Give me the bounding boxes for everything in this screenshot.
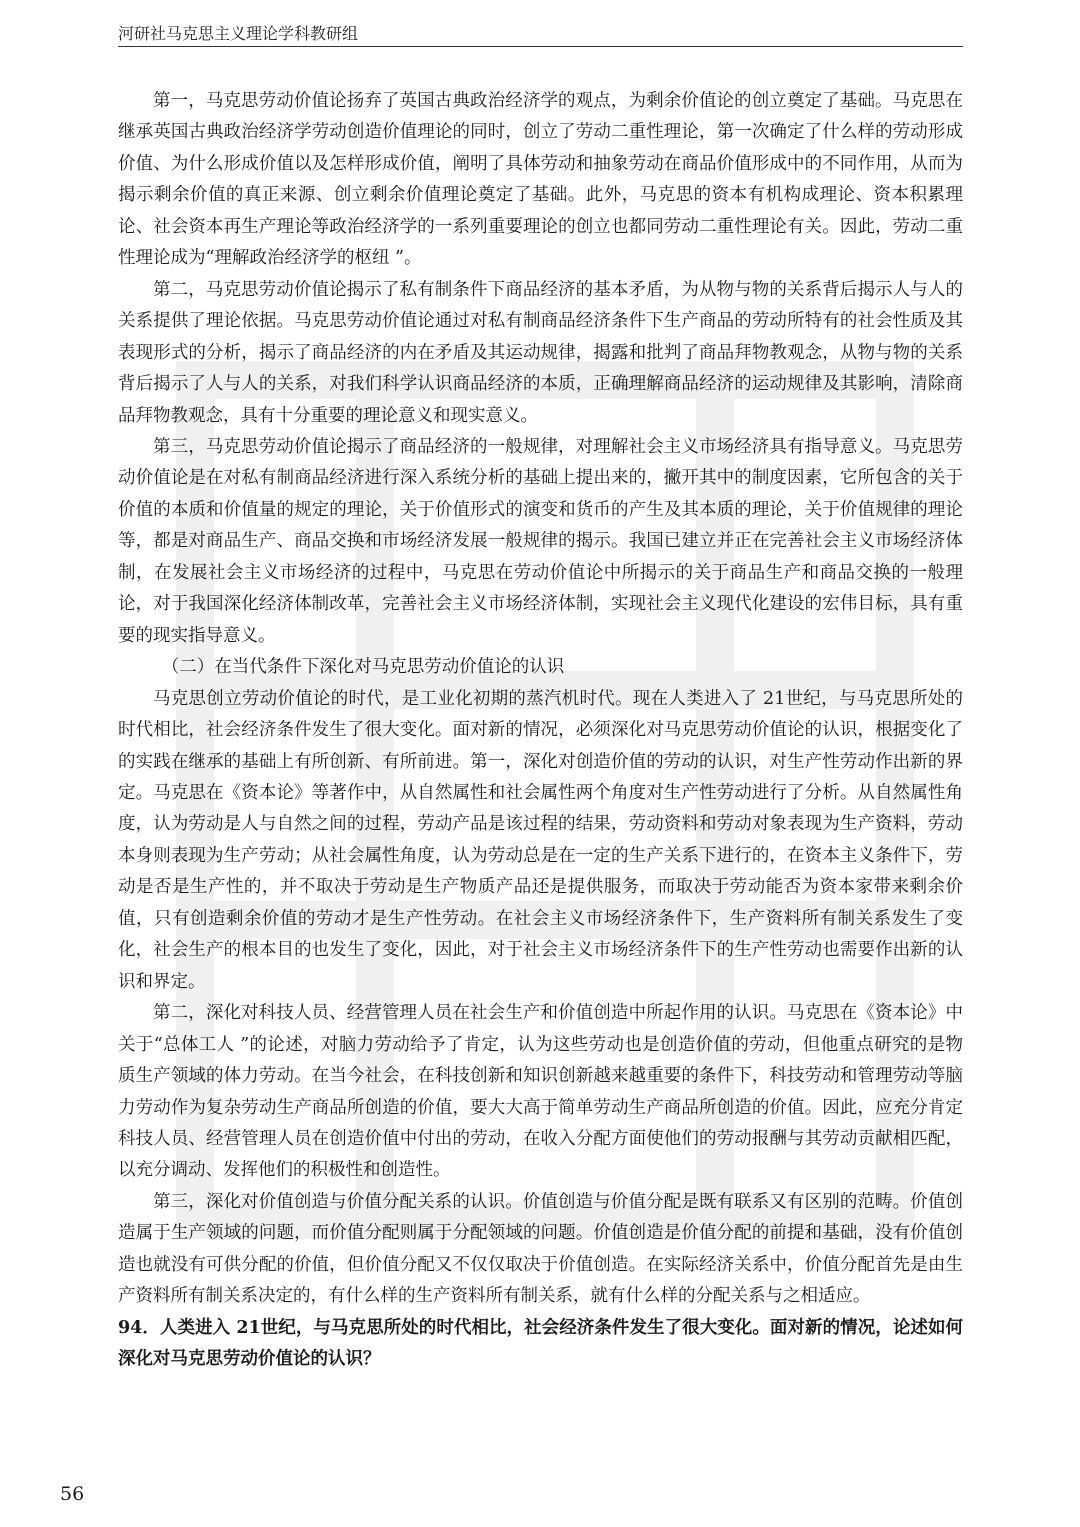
main-content <box>118 86 963 1376</box>
paragraph-6: 第三，深化对价值创造与价值分配关系的认识。价值创造与价值分配是既有联系又有区别的范畴。价值创造属于生产领域的问题，而价值分配则属于分配领域的问题。价值创造是价值分配的前提和基础，没有价值创造也就没有可供分配的价值，但价值分配又不仅仅取决于价值创造。在实际经济关系中，价值分配首先是由生产资料所有制关系决定的，有什么样的生产资料所有制关系，就有什么样的分配关系与之相适应。 <box>118 1191 963 1307</box>
paragraph-2: 第二，马克思劳动价值论揭示了私有制条件下商品经济的基本矛盾，为从物与物的关系背后揭示人与人的关系提供了理论依据。马克思劳动价值论通过对私有制商品经济条件下生产商品的劳动所特有的社会性质及其表现形式的分析，揭示了商品经济的内在矛盾及其运动规律，揭露和批判了商品拜物教观念，从物与物的关系背后揭示了人与人的关系，对我们科学认识商品经济的本质，正确理解商品经济的运动规律及其影响，清除商品拜物教观念，具有十分重要的理论意义和现实意义。 <box>118 279 963 426</box>
page-number: 56 <box>60 1483 85 1505</box>
paragraph-3: 第三，马克思劳动价值论揭示了商品经济的一般规律，对理解社会主义市场经济具有指导意义。马克思劳动价值论是在对私有制商品经济进行深入系统分析的基础上提出来的，撇开其中的制度因素，它所包含的关于价值的本质和价值量的规定的理论，关于价值形式的演变和货币的产生及其本质的理论，关于价值规律的理论等，都是对商品生产、商品交换和市场经济发展一般规律的揭示。我国已建立并正在完善社会主义市场经济体制，在发展社会主义市场经济的过程中，马克思在劳动价值论中所揭示的关于商品生产和商品交换的一般理论，对于我国深化经济体制改革，完善社会主义市场经济体制，实现社会主义现代化建设的宏伟目标，具有重要的现实指导意义。 <box>118 436 963 646</box>
section-subheading: （二）在当代条件下深化对马克思劳动价值论的认识 <box>161 657 565 678</box>
paragraph-1: 第一，马克思劳动价值论扬弃了英国古典政治经济学的观点，为剩余价值论的创立奠定了基础。马克思在继承英国古典政治经济学劳动创造价值理论的同时，创立了劳动二重性理论，第一次确定了什么样的劳动形成价值、为什么形成价值以及怎样形成价值，阐明了具体劳动和抽象劳动在商品价值形成中的不同作用，从而为揭示剩余价值的真正来源、创立剩余价值理论奠定了基础。此外，马克思的资本有机构成理论、资本积累理论、社会资本再生产理论等政治经济学的一系列重要理论的创立也都同劳动二重性理论有关。因此，劳动二重性理论成为“理解政治经济学的枢纽 ”。 <box>118 91 963 269</box>
page-header: 河研社马克思主义理论学科教研组 <box>118 22 963 47</box>
paragraph-4: 马克思创立劳动价值论的时代，是工业化初期的蒸汽机时代。现在人类进入了 21世纪，与马克思所处的时代相比，社会经济条件发生了很大变化。面对新的情况，必须深化对马克思劳动价值论的认识，根据变化了的实践在继承的基础上有所创新、有所前进。第一，深化对创造价值的劳动的认识，对生产性劳动作出新的界定。马克思在《资本论》等著作中，从自然属性和社会属性两个角度对生产性劳动进行了分析。从自然属性角度，认为劳动是人与自然之间的过程，劳动产品是该过程的结果，劳动资料和劳动对象表现为生产资料，劳动本身则表现为生产劳动；从社会属性角度，认为劳动总是在一定的生产关系下进行的，在资本主义条件下，劳动是否是生产性的，并不取决于劳动是生产物质产品还是提供服务，而取决于劳动能否为资本家带来剩余价值，只有创造剩余价值的劳动才是生产性劳动。在社会主义市场经济条件下，生产资料所有制关系发生了变化，社会生产的根本目的也发生了变化，因此，对于社会主义市场经济条件下的生产性劳动也需要作出新的认识和界定。 <box>118 688 963 992</box>
paragraph-5: 第二，深化对科技人员、经营管理人员在社会生产和价值创造中所起作用的认识。马克思在《资本论》中关于“总体工人 ”的论述，对脑力劳动给予了肯定，认为这些劳动也是创造价值的劳动，但他重点研究的是物质生产领域的体力劳动。在当今社会，在科技创新和知识创新越来越重要的条件下，科技劳动和管理劳动等脑力劳动作为复杂劳动生产商品所创造的价值，要大大高于简单劳动生产商品所创造的价值。因此，应充分肯定科技人员、经营管理人员在创造价值中付出的劳动，在收入分配方面使他们的劳动报酬与其劳动贡献相匹配，以充分调动、发挥他们的积极性和创造性。 <box>118 1003 963 1181</box>
question-94: 94．人类进入 21世纪，与马克思所处的时代相比，社会经济条件发生了很大变化。面对新的情况，论述如何深化对马克思劳动价值论的认识？ <box>118 1317 963 1370</box>
